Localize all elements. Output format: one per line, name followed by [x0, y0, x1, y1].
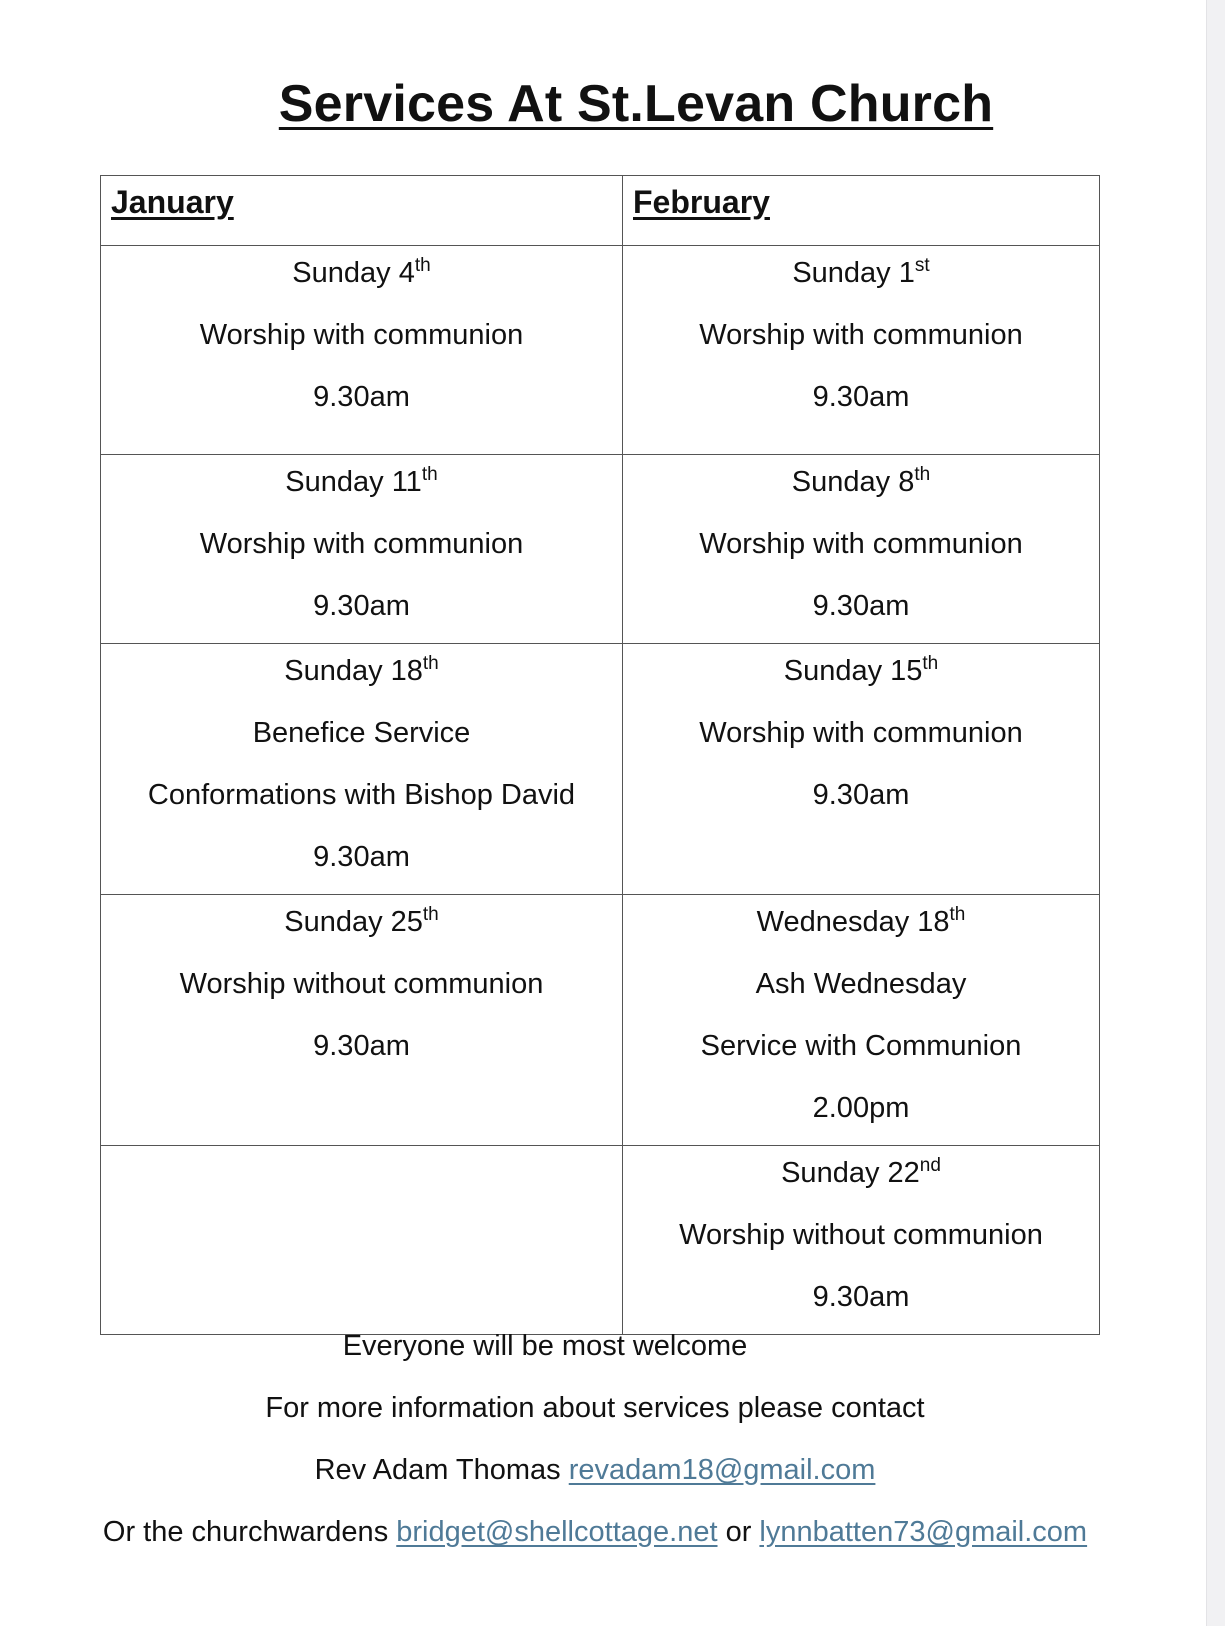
- february-cell: [623, 644, 1100, 895]
- service-time: 9.30am: [313, 381, 410, 413]
- page-edge-strip: [1206, 0, 1225, 1626]
- info-text: For more information about services please contact: [265, 1392, 925, 1424]
- service-type: Benefice Service: [252, 717, 471, 749]
- february-header: February: [623, 176, 1100, 246]
- january-cell-empty: [101, 1146, 623, 1335]
- service-type: Worship without communion: [179, 968, 544, 1000]
- february-cell: [623, 895, 1100, 1146]
- service-date: Sunday 1st: [792, 255, 930, 289]
- service-date: Sunday 11th: [285, 464, 438, 498]
- rev-name: Rev Adam Thomas: [314, 1454, 569, 1486]
- page-title: Services At St.Levan Church: [278, 75, 994, 133]
- rev-email-link[interactable]: revadam18@gmail.com: [568, 1454, 876, 1486]
- table-row: [101, 895, 1100, 1146]
- service-date: Wednesday 18th: [756, 904, 966, 938]
- service-note: Conformations with Bishop David: [147, 779, 576, 811]
- service-type: Worship with communion: [699, 528, 1023, 560]
- contact-footer: [0, 1321, 1190, 1569]
- january-cell: [101, 895, 623, 1146]
- service-type: Worship without communion: [679, 1219, 1043, 1251]
- service-time: 9.30am: [812, 779, 910, 811]
- table-row: [101, 644, 1100, 895]
- service-date: Sunday 8th: [791, 464, 931, 498]
- rev-contact-line: [0, 1445, 1190, 1507]
- february-cell: [623, 455, 1100, 644]
- wardens-label: Or the churchwardens: [102, 1516, 397, 1548]
- february-cell: [623, 1146, 1100, 1335]
- service-date: Sunday 25th: [284, 904, 439, 938]
- january-header: January: [101, 176, 623, 246]
- service-date: Sunday 15th: [783, 653, 939, 687]
- service-time: 2.00pm: [812, 1092, 910, 1124]
- table-row: [101, 1146, 1100, 1335]
- service-time: 9.30am: [812, 381, 910, 413]
- service-type: Worship with communion: [699, 319, 1023, 351]
- service-time: 9.30am: [812, 1281, 910, 1313]
- service-time: 9.30am: [313, 590, 410, 622]
- service-time: 9.30am: [313, 1030, 410, 1062]
- february-cell: [623, 246, 1100, 455]
- service-time: 9.30am: [812, 590, 910, 622]
- warden-email-link-1[interactable]: bridget@shellcottage.net: [396, 1516, 718, 1548]
- service-type: Worship with communion: [199, 319, 524, 351]
- services-table: [100, 175, 1100, 1335]
- service-date: Sunday 18th: [284, 653, 439, 687]
- service-time: 9.30am: [313, 841, 410, 873]
- table-row: [101, 246, 1100, 455]
- wardens-contact-line: [0, 1507, 1190, 1569]
- january-cell: [101, 455, 623, 644]
- service-type: Worship with communion: [199, 528, 524, 560]
- warden-email-link-2[interactable]: lynnbatten73@gmail.com: [759, 1516, 1088, 1548]
- service-date: Sunday 4th: [292, 255, 431, 289]
- january-cell: [101, 644, 623, 895]
- service-date: Sunday 22nd: [781, 1155, 941, 1189]
- service-type: Ash Wednesday: [755, 968, 967, 1000]
- welcome-text: Everyone will be most welcome: [342, 1330, 748, 1362]
- service-type: Worship with communion: [699, 717, 1023, 749]
- january-cell: [101, 246, 623, 455]
- table-row: [101, 455, 1100, 644]
- service-note: Service with Communion: [700, 1030, 1022, 1062]
- or-text: or: [717, 1516, 760, 1548]
